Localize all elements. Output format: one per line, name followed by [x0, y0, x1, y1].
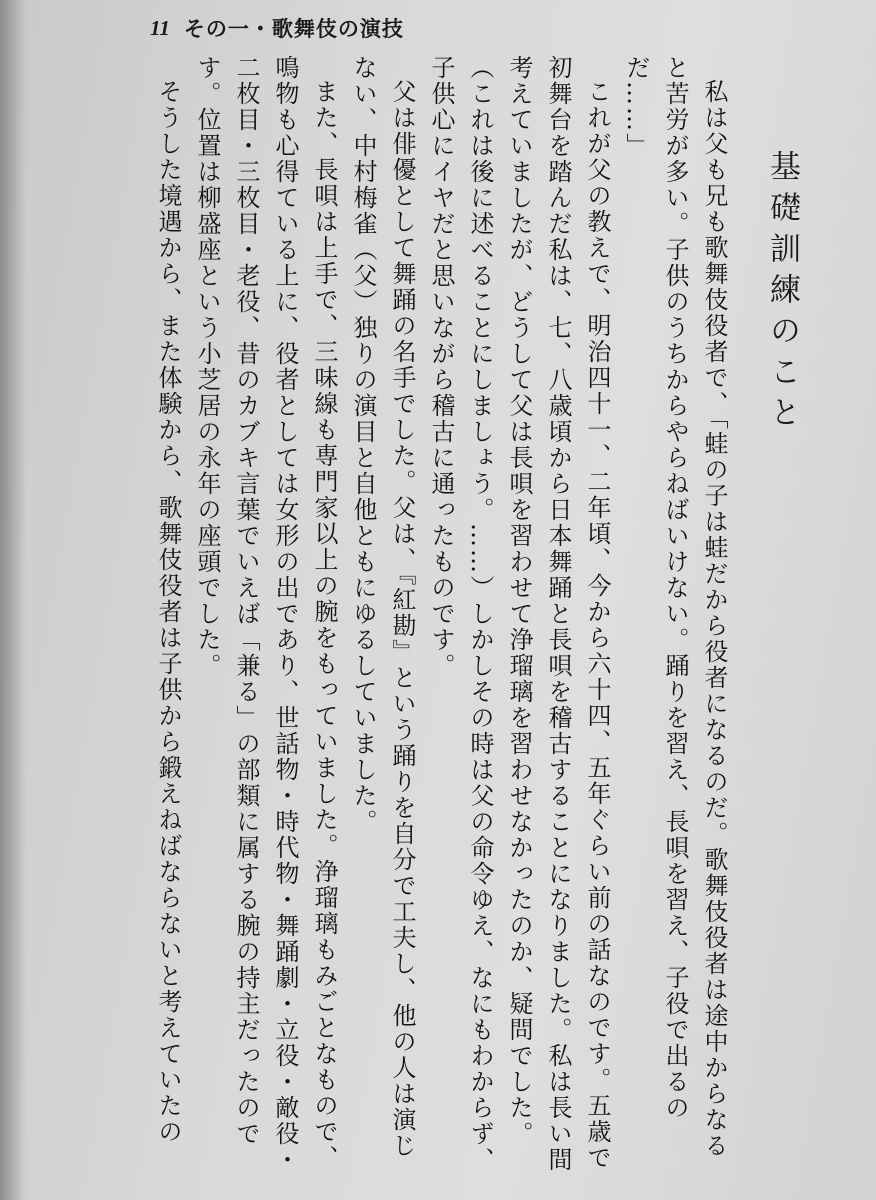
section-title: その一・歌舞伎の演技	[183, 17, 404, 41]
paragraph-2: これが父の教えで、明治四十一、二年頃、今から六十四、五年ぐらい前の話なのです。五歳で初舞台を踏んだ私は、七、八歳頃から日本舞踊と長唄を稽古することになりました。私は長い間考えていましたが、どうして父は長唄を習わせて浄瑠璃を習わせなかったのか、疑問でした。（これは後に述べることにしましょう。……）しかしその時は父の命令ゆえ、なにもわからず、子供心にイヤだと思いながら稽古に通ったものです。	[427, 55, 611, 1173]
page-gutter-shadow	[0, 0, 26, 1200]
paragraph-1: 私は父も兄も歌舞伎役者で、「蛙の子は蛙だから役者になるのだ。歌舞伎役者は途中からなると苦労が多い。子供のうちからやらねばいけない。踊りを習え、長唄を習え、子役で出るのだ……」	[622, 55, 728, 1159]
body-text	[148, 55, 733, 1180]
paragraph-3: 父は俳優として舞踊の名手でした。父は、『紅勘』という踊りを自分で工夫し、他の人は演じない、中村梅雀（父）独りの演目と自他ともにゆるしていました。	[349, 55, 416, 1159]
paragraph-4: また、長唄は上手で、三味線も専門家以上の腕をもっていました。浄瑠璃もみごとなもので、鳴物も心得ている上に、役者としては女形の出であり、世話物・時代物・舞踊劇・立役・敵役・二枚目・三枚目・老役、昔のカブキ言葉でいえば「兼る」の部類に属する腕の持主だったのです。位置は柳盛座という小芝居の永年の座頭でした。	[193, 55, 338, 1173]
running-head	[150, 14, 404, 42]
paragraph-5: そうした境遇から、また体験から、歌舞伎役者は子供から鍛えねばならないと考えていたの	[154, 79, 182, 1145]
chapter-heading: 基礎訓練のこと	[764, 150, 800, 437]
page-number: 11	[150, 15, 170, 40]
